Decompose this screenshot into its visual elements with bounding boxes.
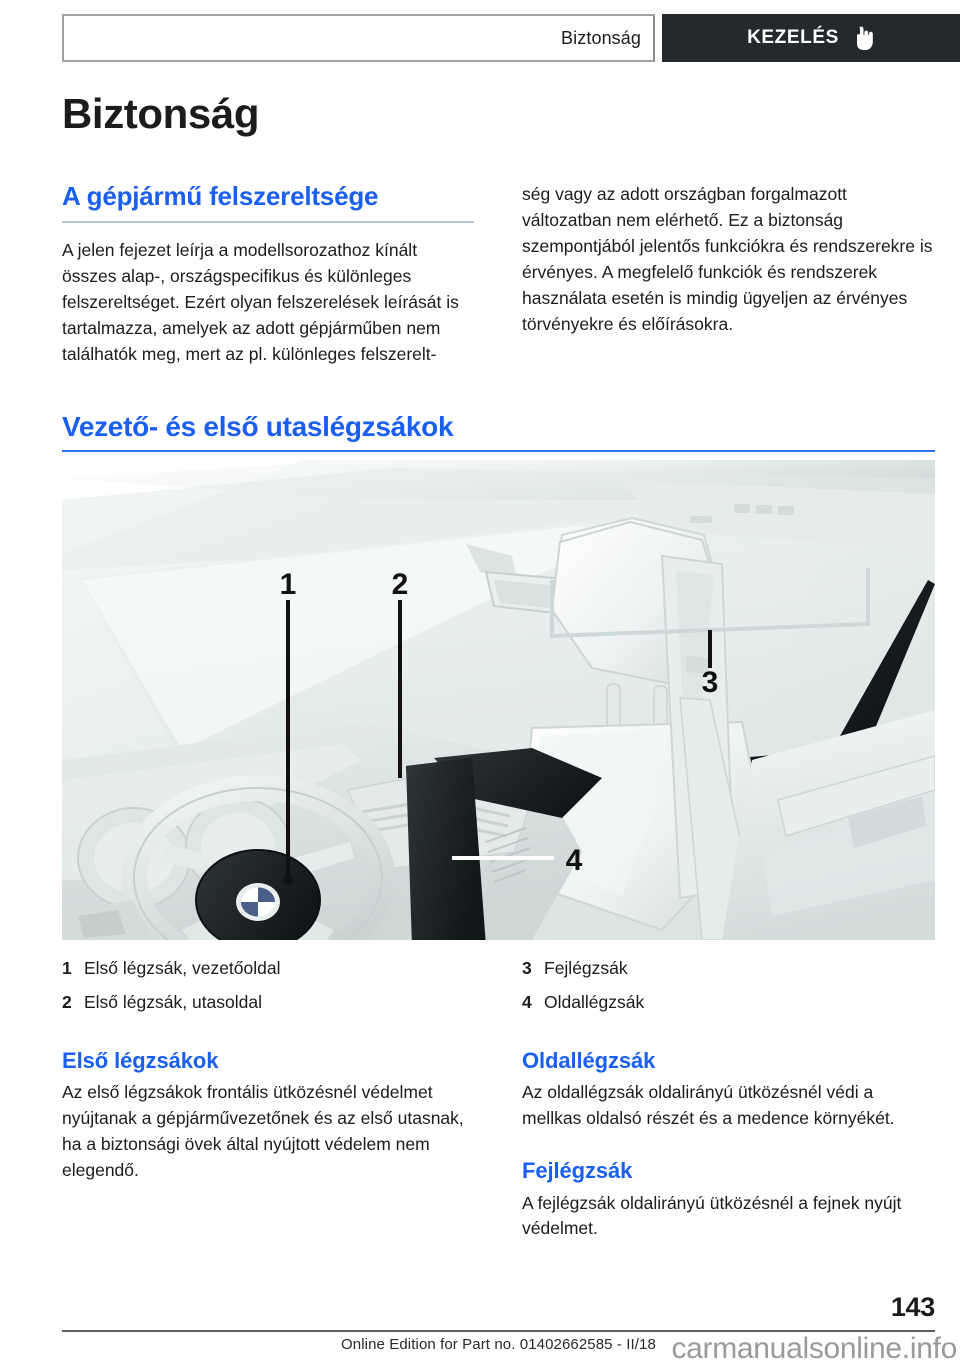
illustration-legend (62, 957, 935, 1025)
airbag-descriptions (62, 1048, 935, 1242)
intro-left-text: A jelen fejezet leírja a modellsorozathoz kínált összes alap-, országspecifikus és különleges felszereltséget. Ezért olyan felszerelések leírását is tartalmazza, amelyek az adott gépjárműben nem találhatók meg, mert az pl. különleges felszerelt- (62, 239, 459, 364)
intro-heading: A gépjármű felszereltsége (62, 181, 379, 212)
legend-number: 2 (62, 992, 72, 1013)
breadcrumb-box (62, 14, 655, 62)
intro-left-column (62, 182, 474, 367)
page-number: 143 (890, 1292, 935, 1322)
breadcrumb: Biztonság (561, 27, 641, 48)
section-tab-kezeles[interactable] (662, 14, 960, 62)
intro-heading-rule (62, 221, 474, 223)
description-block-fejlegzsak (522, 1158, 934, 1242)
sub-text: Az első légzsákok frontális ütközésnél védelmet nyújtanak a gépjárművezetőnek és az első utasnak, ha a biztonsági övek által nyújtott védelem nem elegendő. (62, 1082, 464, 1180)
svg-text:1: 1 (279, 568, 297, 602)
legend-left-column (62, 957, 474, 1025)
legend-right-column (522, 957, 934, 1025)
intro-right-column (522, 182, 934, 367)
page-title: Biztonság (62, 90, 260, 137)
airbags-section (62, 411, 935, 1242)
intro-right-text: ség vagy az adott országban forgalmazott változatban nem elérhető. Ez a biztonság szempontjából jelentős funkciókra és rendszerekre is érvényes. A megfelelő funkciók és rendszerek használata esetén is mindig ügyeljen az érvényes törvényekre és előírásokra. (522, 184, 933, 334)
page-header (0, 14, 960, 66)
sub-heading: Első légzsákok (62, 1047, 219, 1073)
legend-number: 1 (62, 958, 72, 979)
svg-text:2: 2 (391, 568, 409, 602)
legend-label: Fejlégzsák (544, 958, 628, 979)
legend-number: 3 (522, 958, 532, 979)
footer-note: Online Edition for Part no. 01402662585 - II/18 (341, 1336, 656, 1353)
pointing-hand-icon (853, 26, 875, 50)
legend-label: Első légzsák, utasoldal (84, 992, 263, 1013)
intro-section (62, 182, 935, 367)
list-item (62, 957, 474, 980)
section-tab-label: KEZELÉS (747, 27, 839, 48)
sub-heading: Fejlégzsák (522, 1158, 633, 1184)
list-item (62, 991, 474, 1014)
sub-text: A fejlégzsák oldalirányú ütközésnél a fejnek nyújt védelmet. (522, 1192, 902, 1239)
description-block-oldallegzsak (522, 1048, 934, 1132)
sub-text: Az oldallégzsák oldalirányú ütközésnél védi a mellkas oldalsó részét és a medence környékét. (522, 1082, 895, 1129)
list-item (522, 991, 934, 1014)
description-block-elso-legzsakok (62, 1048, 474, 1184)
legend-label: Oldallégzsák (544, 992, 645, 1013)
page-content (62, 92, 935, 1242)
list-item (522, 957, 934, 980)
descriptions-left-column (62, 1048, 474, 1242)
car-interior-airbag-locations-illustration (62, 460, 935, 940)
watermark: carmanualsonline.info (671, 1332, 957, 1365)
descriptions-right-column (522, 1048, 934, 1242)
sub-heading: Oldallégzsák (522, 1047, 656, 1073)
page-footer (62, 1292, 957, 1365)
legend-number: 4 (522, 992, 532, 1013)
airbags-heading: Vezető- és első utaslégzsákok (62, 411, 454, 443)
svg-text:4: 4 (565, 844, 583, 878)
svg-text:3: 3 (701, 666, 719, 700)
airbags-heading-rule (62, 450, 935, 452)
legend-label: Első légzsák, vezetőoldal (84, 958, 281, 979)
